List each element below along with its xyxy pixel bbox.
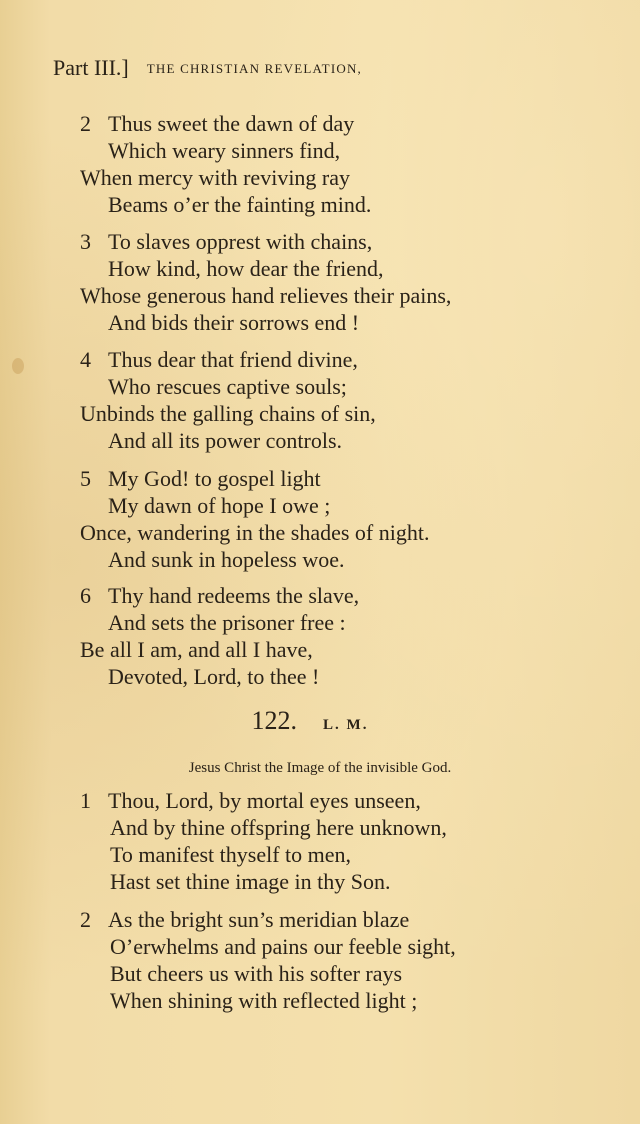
verse-line: When shining with reflected light ;	[110, 988, 418, 1013]
section-title: THE CHRISTIAN REVELATION,	[146, 61, 362, 76]
hymn-122-stanza-2	[80, 906, 456, 1014]
verse-line: Hast set thine image in thy Son.	[110, 869, 391, 894]
stanza-number: 5	[80, 466, 91, 491]
hymn-122-stanza-1	[80, 787, 447, 895]
stanza-2	[80, 110, 371, 218]
verse-line: And sunk in hopeless woe.	[108, 547, 345, 572]
stanza-number: 4	[80, 347, 91, 372]
verse-line: Beams o’er the fainting mind.	[108, 192, 372, 217]
verse-line: Once, wandering in the shades of night.	[80, 520, 430, 545]
verse-line: But cheers us with his softer rays	[110, 961, 403, 986]
stanza-3	[80, 228, 451, 336]
verse-line: To slaves opprest with chains,	[108, 229, 373, 254]
verse-line: Which weary sinners find,	[108, 138, 341, 163]
stanza-5	[80, 465, 429, 573]
stanza-number: 1	[80, 788, 91, 813]
verse-line: Thy hand redeems the slave,	[108, 583, 360, 608]
verse-line: My God! to gospel light	[108, 466, 321, 491]
stanza-number: 2	[80, 111, 91, 136]
verse-line: Thou, Lord, by mortal eyes unseen,	[108, 788, 421, 813]
verse-line: O’erwhelms and pains our feeble sight,	[110, 934, 456, 959]
stanza-6	[80, 582, 359, 690]
verse-line: To manifest thyself to men,	[110, 842, 352, 867]
paper-stain	[12, 358, 24, 374]
verse-line: Unbinds the galling chains of sin,	[80, 401, 376, 426]
verse-line: Whose generous hand relieves their pains,	[80, 283, 452, 308]
verse-line: How kind, how dear the friend,	[108, 256, 384, 281]
hymn-heading	[0, 706, 640, 736]
verse-line: Thus sweet the dawn of day	[108, 111, 355, 136]
verse-line: My dawn of hope I owe ;	[108, 493, 331, 518]
verse-line: And sets the prisoner free :	[108, 610, 346, 635]
running-header	[53, 55, 362, 81]
hymn-subtitle: Jesus Christ the Image of the invisible God.	[188, 760, 452, 776]
part-label: Part III.]	[53, 55, 129, 80]
verse-line: And by thine offspring here unknown,	[110, 815, 447, 840]
verse-line: As the bright sun’s meridian blaze	[108, 907, 410, 932]
hymn-meter: L. M.	[323, 717, 369, 733]
stanza-number: 3	[80, 229, 91, 254]
stanza-number: 2	[80, 907, 91, 932]
hymn-number: 122.	[251, 706, 298, 735]
verse-line: Who rescues captive souls;	[108, 374, 347, 399]
verse-line: Be all I am, and all I have,	[80, 637, 313, 662]
verse-line: And bids their sorrows end !	[108, 310, 360, 335]
stanza-4	[80, 346, 376, 454]
verse-line: When mercy with reviving ray	[80, 165, 351, 190]
verse-line: And all its power controls.	[108, 428, 343, 453]
stanza-number: 6	[80, 583, 91, 608]
verse-line: Devoted, Lord, to thee !	[108, 664, 320, 689]
verse-line: Thus dear that friend divine,	[108, 347, 358, 372]
